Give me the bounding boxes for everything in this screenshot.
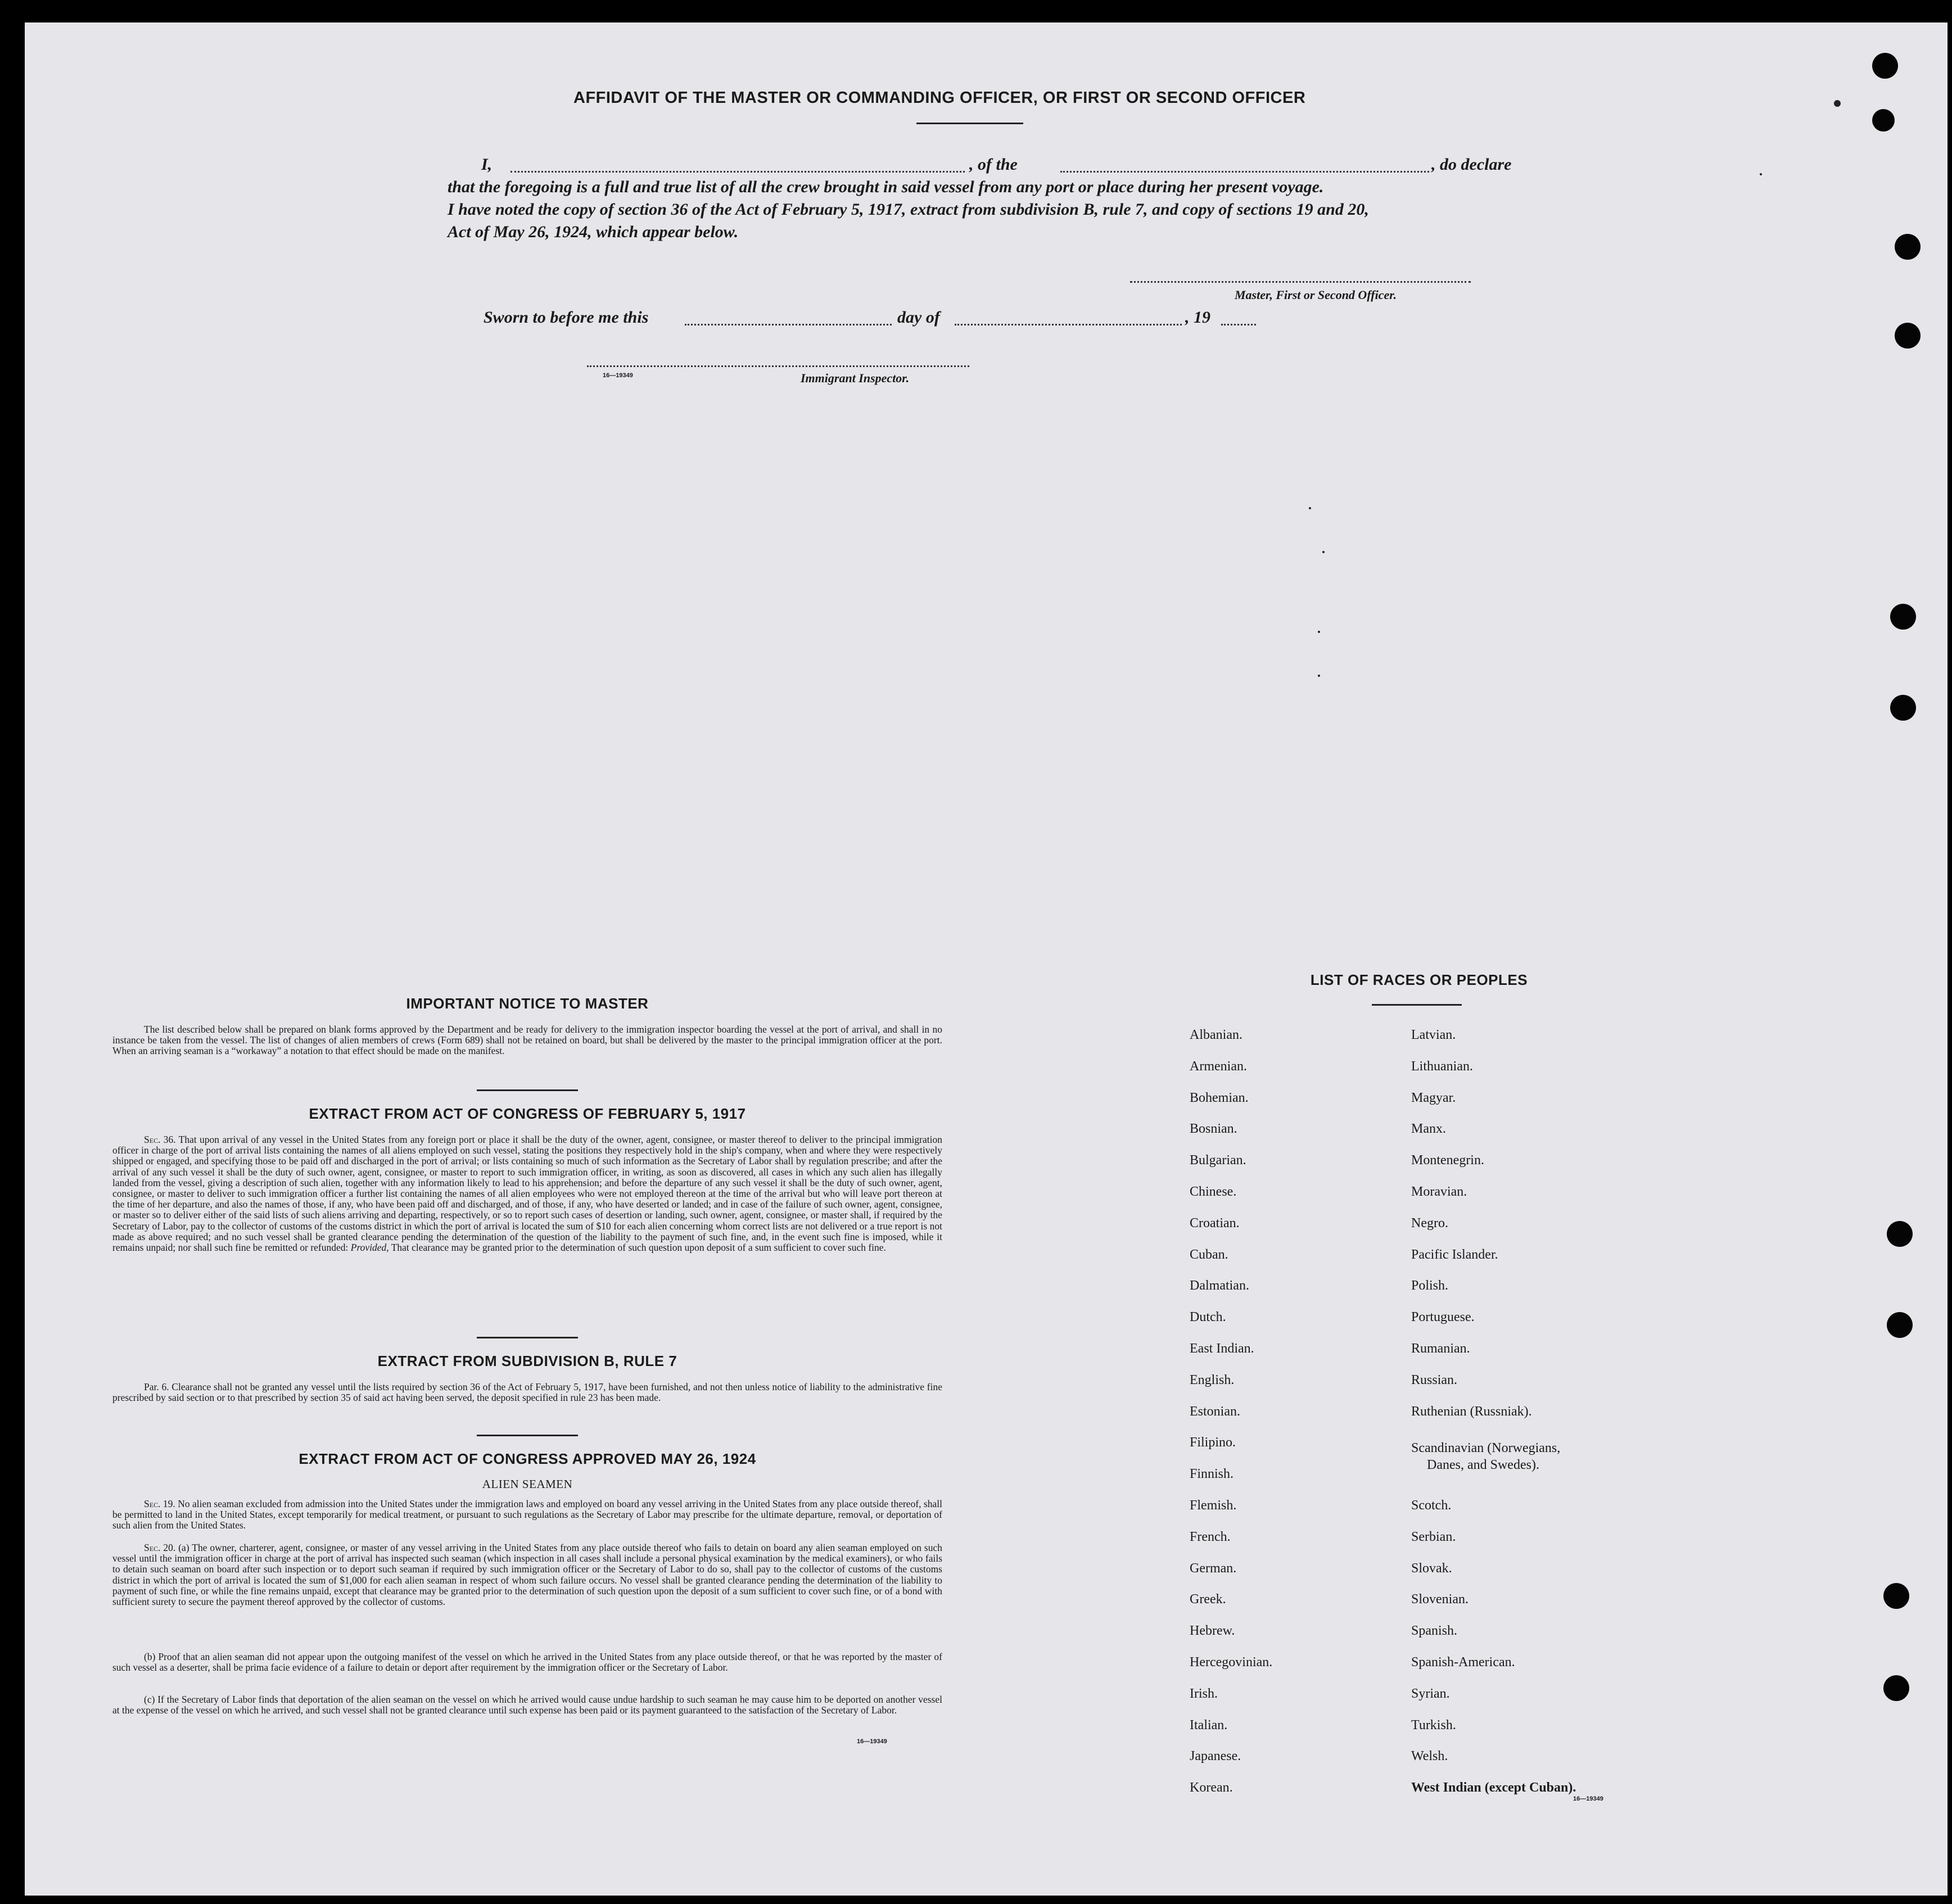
race-item: Dalmatian.: [1190, 1278, 1249, 1294]
binder-hole: [1890, 695, 1916, 721]
race-item: Scandinavian (Norwegians,: [1411, 1441, 1561, 1456]
race-item: East Indian.: [1190, 1341, 1254, 1356]
sworn-month-field[interactable]: [955, 324, 1182, 325]
race-item: Slovak.: [1411, 1561, 1452, 1576]
form-number: 16—19349: [603, 372, 633, 379]
declarant-name-field[interactable]: [510, 171, 965, 173]
race-item: Chinese.: [1190, 1184, 1237, 1199]
sworn-prefix: Sworn to before me this: [484, 308, 649, 327]
sec-20b-text: (b) Proof that an alien seaman did not appear upon the outgoing manifest of the vessel on which he arrived in the United States from any place outside thereof, or that he was reported by the master of such vessel as a deserter, shall be prima facie evidence of a failure to detain or deport after requirement by the immigration officer or the Secretary of Labor.: [112, 1651, 942, 1674]
declaration-line-1: [481, 155, 1521, 178]
ink-speck: [1760, 173, 1762, 175]
declarant-of-the: , of the: [969, 155, 1018, 174]
race-item: Scotch.: [1411, 1498, 1452, 1513]
race-item: Armenian.: [1190, 1059, 1247, 1074]
sec-19-label: Sec. 19.: [144, 1498, 175, 1509]
affidavit-title: AFFIDAVIT OF THE MASTER OR COMMANDING OFFICER, OR FIRST OR SECOND OFFICER: [573, 89, 1306, 107]
binder-hole: [1883, 1583, 1909, 1609]
race-item: Spanish.: [1411, 1623, 1458, 1639]
race-item: Montenegrin.: [1411, 1153, 1484, 1168]
race-item: West Indian (except Cuban).: [1411, 1780, 1576, 1796]
race-item: Hebrew.: [1190, 1623, 1235, 1639]
section-divider: [477, 1435, 578, 1436]
race-item: Lithuanian.: [1411, 1059, 1473, 1074]
race-item: Ruthenian (Russniak).: [1411, 1404, 1532, 1419]
notice-title: IMPORTANT NOTICE TO MASTER: [406, 995, 649, 1012]
race-item: Italian.: [1190, 1717, 1228, 1733]
race-item: Danes, and Swedes).: [1427, 1458, 1539, 1473]
race-item: Flemish.: [1190, 1498, 1237, 1513]
race-item: Pacific Islander.: [1411, 1247, 1498, 1262]
binder-hole: [1890, 604, 1916, 630]
sworn-day-field[interactable]: [685, 324, 892, 325]
form-sheet: [25, 22, 1948, 1896]
sec-36-label: Sec. 36.: [144, 1134, 176, 1145]
race-item: Portuguese.: [1411, 1310, 1475, 1325]
declaration-line-4: Act of May 26, 1924, which appear below.: [448, 223, 739, 241]
extract-1924-title: EXTRACT FROM ACT OF CONGRESS APPROVED MAY 26, 1924: [299, 1450, 756, 1467]
declaration-line-2: that the foregoing is a full and true list of all the crew brought in said vessel from any port or place during her present voyage.: [448, 178, 1324, 196]
race-item: Polish.: [1411, 1278, 1449, 1294]
races-title: LIST OF RACES OR PEOPLES: [1310, 971, 1528, 988]
binder-hole: [1895, 234, 1921, 260]
declarant-do-declare: , do declare: [1431, 155, 1512, 174]
races-title-underline: [1372, 1004, 1462, 1006]
rule-7-title: EXTRACT FROM SUBDIVISION B, RULE 7: [377, 1353, 677, 1369]
master-signature-label: Master, First or Second Officer.: [1235, 288, 1397, 302]
race-item: French.: [1190, 1529, 1231, 1544]
notice-text: The list described below shall be prepared on blank forms approved by the Department and be ready for delivery to the immigration inspector boarding the vessel at the port of arrival, and shall in no instance be taken from the vessel. The list of changes of alien members of crews (Form 689) shall not be retained on board, but shall be delivered by the master to the principal immigration officer at the port. When an arriving seaman is a “workaway” a notation to that effect should be made on the manifest.: [112, 1024, 942, 1057]
sec-20c-text: (c) If the Secretary of Labor finds that deportation of the alien seaman on the vessel on which he arrived would cause undue hardship to such seaman he may cause him to be deported on another vessel at the expense of the vessel on which he arrived, and such vessel shall not be granted clearance until such expense has been paid or its payment guaranteed to the satisfaction of the Secretary of Labor.: [112, 1694, 942, 1716]
race-item: Magyar.: [1411, 1090, 1456, 1105]
binder-hole: [1895, 323, 1921, 349]
race-item: Greek.: [1190, 1592, 1226, 1607]
race-item: Welsh.: [1411, 1749, 1448, 1764]
race-item: Spanish-American.: [1411, 1655, 1515, 1670]
extract-1917-title: EXTRACT FROM ACT OF CONGRESS OF FEBRUARY 5, 1917: [309, 1105, 746, 1122]
ink-speck: [1834, 100, 1841, 107]
race-item: Croatian.: [1190, 1215, 1240, 1231]
race-item: German.: [1190, 1561, 1237, 1576]
sworn-day-of: day of: [897, 308, 940, 327]
binder-hole: [1872, 53, 1898, 79]
rule-7-text: Par. 6. Clearance shall not be granted any vessel until the lists required by section 36 of the Act of February 5, 1917, have been furnished, and not then unless notice of liability to the administrative fine prescribed by said section or to that prescribed by section 35 of said act having been served, the deposit specified in rule 23 has been made.: [112, 1381, 942, 1404]
sec-19-text: Sec. 19. No alien seaman excluded from admission into the United States under the immigration laws and employed on board any vessel arriving in the United States from any place outside thereof, shall be permitted to land in the United States, except temporarily for medical treatment, or pursuant to such regulations as the Secretary of Labor may prescribe for the ultimate departure, removal, or deportation of such alien from the United States.: [112, 1498, 943, 1531]
race-item: Turkish.: [1411, 1717, 1456, 1733]
race-item: Japanese.: [1190, 1749, 1241, 1764]
master-signature-field[interactable]: [1130, 281, 1471, 283]
inspector-signature-field[interactable]: [587, 365, 969, 367]
race-item: Manx.: [1411, 1121, 1446, 1137]
race-item: Syrian.: [1411, 1686, 1450, 1701]
race-item: Albanian.: [1190, 1028, 1242, 1042]
binder-hole: [1887, 1221, 1913, 1247]
race-item: English.: [1190, 1372, 1235, 1387]
ink-speck: [1318, 675, 1320, 677]
section-divider: [477, 1337, 578, 1338]
alien-seamen-subtitle: ALIEN SEAMEN: [482, 1477, 573, 1491]
binder-hole: [1887, 1312, 1913, 1338]
race-item: Dutch.: [1190, 1310, 1226, 1325]
race-item: Estonian.: [1190, 1404, 1240, 1419]
binder-hole: [1872, 109, 1895, 132]
race-item: Latvian.: [1411, 1028, 1456, 1042]
race-item: Bohemian.: [1190, 1090, 1249, 1105]
vessel-name-field[interactable]: [1060, 171, 1429, 173]
sworn-year-field[interactable]: [1221, 324, 1256, 325]
race-item: Cuban.: [1190, 1247, 1228, 1262]
title-underline: [916, 123, 1023, 124]
race-item: Bosnian.: [1190, 1121, 1237, 1137]
ink-speck: [1309, 507, 1311, 509]
race-item: Moravian.: [1411, 1184, 1467, 1199]
race-item: Bulgarian.: [1190, 1153, 1246, 1168]
form-number: 16—19349: [1573, 1796, 1603, 1802]
sec-20-label: Sec. 20.: [144, 1542, 176, 1553]
race-item: Filipino.: [1190, 1435, 1236, 1450]
race-item: Finnish.: [1190, 1467, 1234, 1482]
race-item: Irish.: [1190, 1686, 1218, 1701]
extract-1917-text: Sec. 36. That upon arrival of any vessel in the United States from any foreign port or place it shall be the duty of the owner, agent, consignee, or master thereof to deliver to the principal immigration officer in charge of the port of arrival lists containing the names of all aliens employed on such vessel, stating the positions they respectively hold in the ship's company, when and where they were respectively shipped or engaged, and specifying those to be paid off and discharged in the port of arrival; or lists containing so much of such information as the Secretary of Labor shall by regulation prescribe; and after the arrival of any such vessel it shall be the duty of such owner, agent, consignee, or master to report to such immigration officer, in writing, as soon as discovered, all cases in which any such alien has illegally landed from the vessel, giving a description of such alien, together with any information likely to lead to his apprehension; and before the departure of any such vessel it shall be the duty of such owner, agent, consignee, or master to deliver to such immigration officer a further list containing the names of all alien employees who were not employed thereon at the time of the arrival but who will leave port thereon at the time of her departure, and also the names of those, if any, who have been paid off and discharged, and of those, if any, who have deserted or landed; and in case of the failure of such owner, agent, consignee, or master so to deliver either of the said lists of such aliens arriving and departing, respectively, or so to report such cases of desertion or landing, such owner, agent, consignee, or master shall, if required by the Secretary of Labor, pay to the collector of customs of the customs district in which the port of arrival is located the sum of $10 for each alien concerning whom correct lists are not delivered or a true report is not made as above required; and no such vessel shall be granted clearance pending the determination of the question of the liability to the payment of such fine, and, in the event such fine is imposed, while it remains unpaid; nor shall such fine be remitted or refunded: Provided, That clearance may be granted prior to the determination of such question upon deposit of a sum sufficient to cover such fine.: [112, 1134, 942, 1254]
sworn-year-prefix: , 19: [1185, 308, 1210, 327]
race-item: Slovenian.: [1411, 1592, 1468, 1607]
ink-speck: [1318, 631, 1320, 633]
race-item: Rumanian.: [1411, 1341, 1470, 1356]
inspector-label: Immigrant Inspector.: [801, 371, 910, 385]
ink-speck: [1322, 551, 1325, 553]
race-item: Serbian.: [1411, 1529, 1456, 1544]
form-number: 16—19349: [857, 1738, 887, 1745]
declaration-line-3: I have noted the copy of section 36 of the Act of February 5, 1917, extract from subdivision B, rule 7, and copy of sections 19 and 20,: [448, 200, 1369, 219]
binder-hole: [1883, 1675, 1909, 1701]
race-item: Negro.: [1411, 1215, 1448, 1231]
race-item: Korean.: [1190, 1780, 1233, 1796]
sworn-line: [484, 308, 1271, 331]
sec-20a-text: Sec. 20. (a) The owner, charterer, agent, consignee, or master of any vessel arriving in the United States from any place outside thereof who fails to detain on board any alien seaman employed on such vessel until the immigration officer in charge at the port of arrival has inspected such seaman (which inspection in all cases shall include a personal physical examination by the medical examiners), or who fails to detain such seaman on board after such inspection or to deport such seaman if required by such immigration officer or the Secretary of Labor to do so, shall pay to the collector of customs of the customs district in which the port of arrival is located the sum of $1,000 for each alien seaman in respect of whom such failure occurs. No vessel shall be granted clearance pending the determination of the liability to payment of such fine, or while the fine remains unpaid, except that clearance may be granted prior to the determination of such question upon the deposit of a sum sufficient to cover such fine, or of a bond with sufficient surety to secure the payment thereof approved by the collector of customs.: [112, 1542, 942, 1608]
race-item: Russian.: [1411, 1372, 1458, 1387]
declarant-prefix: I,: [481, 155, 492, 174]
section-divider: [477, 1089, 578, 1091]
race-item: Hercegovinian.: [1190, 1655, 1273, 1670]
